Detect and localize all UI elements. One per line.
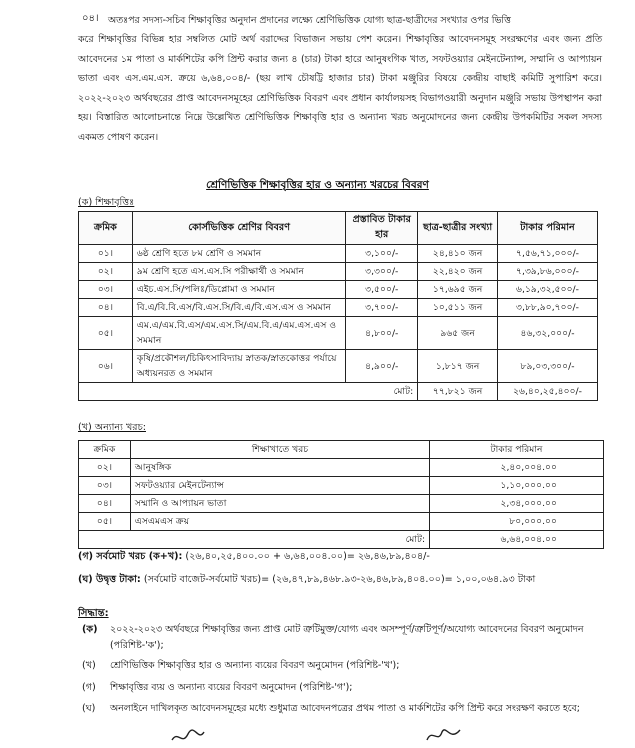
header-description: কোর্সভিত্তিক শ্রেণির বিবরণ [132,212,345,245]
table-row [79,459,604,477]
row-rate: ৩,৩০০/- [346,263,418,281]
row-amount: ৪৬,৩২,০০০/- [498,317,598,350]
table-row [79,299,598,317]
row-count: ২২,৪২০ জন [418,263,498,281]
total-count: ৭৭,৮২১ জন [418,383,498,401]
section-b-label: (খ) অন্যান্য খরচ: [78,422,146,433]
table-header-row [79,212,598,245]
row-amount: ১,১০,০০০.০০ [430,477,604,495]
table-row [79,513,604,531]
decision-label: (গ) [82,682,96,693]
header-amount: টাকার পরিমান [430,441,604,459]
other-costs-table [78,440,604,549]
row-count: ১,৮১৭ জন [418,350,498,383]
row-amount: ৮৯,০৩,৩০০/- [498,350,598,383]
row-amount: ২,৩৪,০০০.০০ [430,495,604,513]
header-count: ছাত্র-ছাত্রীর সংখ্যা [418,212,498,245]
row-description: সফটওয়্যার মেইনটেন্যান্স [130,477,429,495]
row-count: ৯৬৫ জন [418,317,498,350]
row-description: ৬ষ্ঠ শ্রেণি হতে ৮ম শ্রেণি ও সমমান [132,245,345,263]
table-row [79,477,604,495]
decision-label: (খ) [82,660,96,671]
row-rate: ৩,৫০০/- [346,281,418,299]
row-count: ১০,৫১১ জন [418,299,498,317]
row-serial: ০২। [79,263,133,281]
total-label: মোট: [79,383,418,401]
surplus-line [78,573,535,588]
row-count: ১৭,৬৯৫ জন [418,281,498,299]
header-serial: ক্রমিক [79,212,133,245]
table-row [79,245,598,263]
row-serial: ০৪। [79,299,133,317]
row-amount: ৮০,০০০.০০ [430,513,604,531]
decision-label: (ঘ) [82,703,96,714]
table-total-row [79,531,604,549]
table-row [79,317,598,350]
decision-text: শিক্ষাবৃত্তির ব্যয় ও অন্যান্য ব্যয়ের বিবরণ অনুমোদন (পরিশিষ্ট-'গ'); [110,682,353,693]
grand-total-label: (গ) সর্বমোট খরচ (ক+খ): [78,551,183,562]
row-amount: ৩,৮৮,৯০,৭০০/- [498,299,598,317]
total-amount: ২৬,৪০,২৫,৪০০/- [498,383,598,401]
row-serial: ০৫। [79,317,133,350]
row-description: বি.এ/বি.বি.এস/বি.এস.সি/বি.এ/বি.এস.এস ও সমমান [132,299,345,317]
row-rate: ৪,৮০০/- [346,317,418,350]
row-serial: ০৩। [79,281,133,299]
row-amount: ৭,৫৬,৭১,০০০/- [498,245,598,263]
paragraph-body: করে শিক্ষাবৃত্তির বিভিন্ন হার সম্বলিত মোট অর্থ বরাদ্দের বিভাজন সভায় পেশ করেন। শিক্ষাবৃত্তির আবেদনসমূহ সংরক্ষণের এবং জন্য প্রতি আবেদনের ১ম পাতা ও মার্কশিটের কপি প্রিন্ট করার জন্য ৪ (চার) টাকা হারে আনুষংগিক খাত, সফটওয়্যার মেইনটেন্যান্স, সম্মানি ও আপ্যায়ন ভাতা এবং এস.এম.এস. ক্রয়ে ৬,৬৪,০০৪/- (ছয় লাখ চৌষট্টি হাজার চার) টাকা মঞ্জুরির বিষয়ে কেন্দ্রীয় বাছাই কমিটি সুপারিশ করে। ২০২২-২০২৩ অর্থবছরের প্রাপ্ত আবেদনসমূহের শ্রেণিভিত্তিক বিবরণ এবং প্রধান কার্যালয়সহ বিভাগওয়ারী অনুদান মঞ্জুরি সভায় উপস্থাপন করা হয়। বিস্তারিত আলোচনান্তে নিম্নে উল্লেখিত শ্রেণিভিত্তিক শিক্ষাবৃত্তি হার ও অন্যান্য খরচ অনুমোদনের জন্য কেন্দ্রীয় উপকমিটির সকল সদস্য একমত পোষণ করেন। [78,34,602,143]
row-description: সম্মানি ও আপ্যায়ন ভাতা [130,495,429,513]
grand-total-value: (২৬,৪০,২৫,৪০০.০০ + ৬,৬৪,০০৪.০০)= ২৬,৪৬,৮৯,৪০৪/- [185,551,430,562]
row-rate: ৪,৯০০/- [346,350,418,383]
surplus-label: (ঘ) উদ্বৃত্ত টাকা: [78,574,141,585]
header-amount: টাকার পরিমান [498,212,598,245]
row-description: এম.এ/এম.বি.এস/এম.এস.সি/এম.বি.এ/এম.এস.এস ও সমমান [132,317,345,350]
decision-text: অনলাইনে দাখিলকৃত আবেদনসমূহের মধ্যে শুধুমাত্র আবেদনপত্রের প্রথম পাতা ও মার্কশিটের কপি প্রিন্ট করে সংরক্ষণ করতে হবে; [110,703,580,714]
paragraph-number: ০৪। [82,13,99,24]
total-label: মোট: [79,531,430,549]
total-amount: ৬,৬৪,০০৪.০০ [430,531,604,549]
row-serial: ০১। [79,245,133,263]
row-rate: ৩,৭০০/- [346,299,418,317]
header-serial: ক্রমিক [79,441,131,459]
row-amount: ৬,১৯,৩২,৫০০/- [498,281,598,299]
signature-mark-left [168,726,208,748]
table-heading: শ্রেণিভিত্তিক শিক্ষাবৃত্তির হার ও অন্যান্য খরচের বিবরণ [206,179,429,191]
table-total-row [79,383,598,401]
table-row [79,263,598,281]
row-amount: ৭,৩৯,৮৬,০০০/- [498,263,598,281]
table-header-row [79,441,604,459]
row-description: এইচ.এস.সি/পলিঃ/ডিপ্লোমা ও সমমান [132,281,345,299]
row-rate: ৩,১০০/- [346,245,418,263]
header-rate: প্রস্তাবিত টাকার হার [346,212,418,245]
scholarship-table [78,211,598,401]
row-description: ৯ম শ্রেণি হতে এস.এস.সি পরীক্ষার্থী ও সমমান [132,263,345,281]
row-serial: ০৬। [79,350,133,383]
grand-total-line [78,550,430,565]
row-count: ২৪,৪১০ জন [418,245,498,263]
surplus-value: (সর্বমোট বাজেট-সর্বমোট খরচ)= (২৬,৪৭,৮৯,৪৬৮.৯৩-২৬,৪৬,৮৯,৪০৪.০০)= ১,০০,০৬৪.৯৩ টাকা [143,574,536,585]
decision-label: (ক) [82,624,98,635]
paragraph-first-line: অতঃপর সদস্য-সচিব শিক্ষাবৃত্তির অনুদান প্রদানের লক্ষ্যে শ্রেণিভিত্তিক যোগ্য ছাত্র-ছাত্রীদের সংখ্যার ওপর ভিত্তি [108,15,511,26]
row-amount: ২,৪০,০০৪.০০ [430,459,604,477]
section-a-label: (ক) শিক্ষাবৃত্তিঃ [78,197,135,208]
decision-text: ২০২২-২০২৩ অর্থবছরে শিক্ষাবৃত্তির জন্য প্রাপ্ত মোট ত্রুটিমুক্ত/যোগ্য এবং অসম্পূর্ণ/ত্রুটিপূর্ণ/অযোগ্য আবেদনের বিবরণ অনুমোদন (পরিশিষ্ট-'ক'); [110,624,584,651]
decisions-title: সিদ্ধান্ত: [78,608,109,619]
row-serial: ০৪। [79,495,131,513]
table-row [79,495,604,513]
row-description: কৃষি/প্রকৌশল/চিকিৎসাবিদ্যায় স্নাতক/স্নাতকোত্তর পর্যায়ে অধ্যয়নরত ও সমমান [132,350,345,383]
header-description: শিক্ষাখাতে খরচ [130,441,429,459]
row-serial: ০৩। [79,477,131,495]
row-description: আনুষঙ্গিক [130,459,429,477]
table-row [79,281,598,299]
decision-text: শ্রেণিভিত্তিক শিক্ষাবৃত্তির হার ও অন্যান্য ব্যয়ের বিবরণ অনুমোদন (পরিশিষ্ট-'খ'); [110,660,400,671]
row-serial: ০২। [79,459,131,477]
row-description: এসএমএস ক্রয় [130,513,429,531]
table-row [79,350,598,383]
row-serial: ০৫। [79,513,131,531]
signature-mark-right [424,722,464,746]
